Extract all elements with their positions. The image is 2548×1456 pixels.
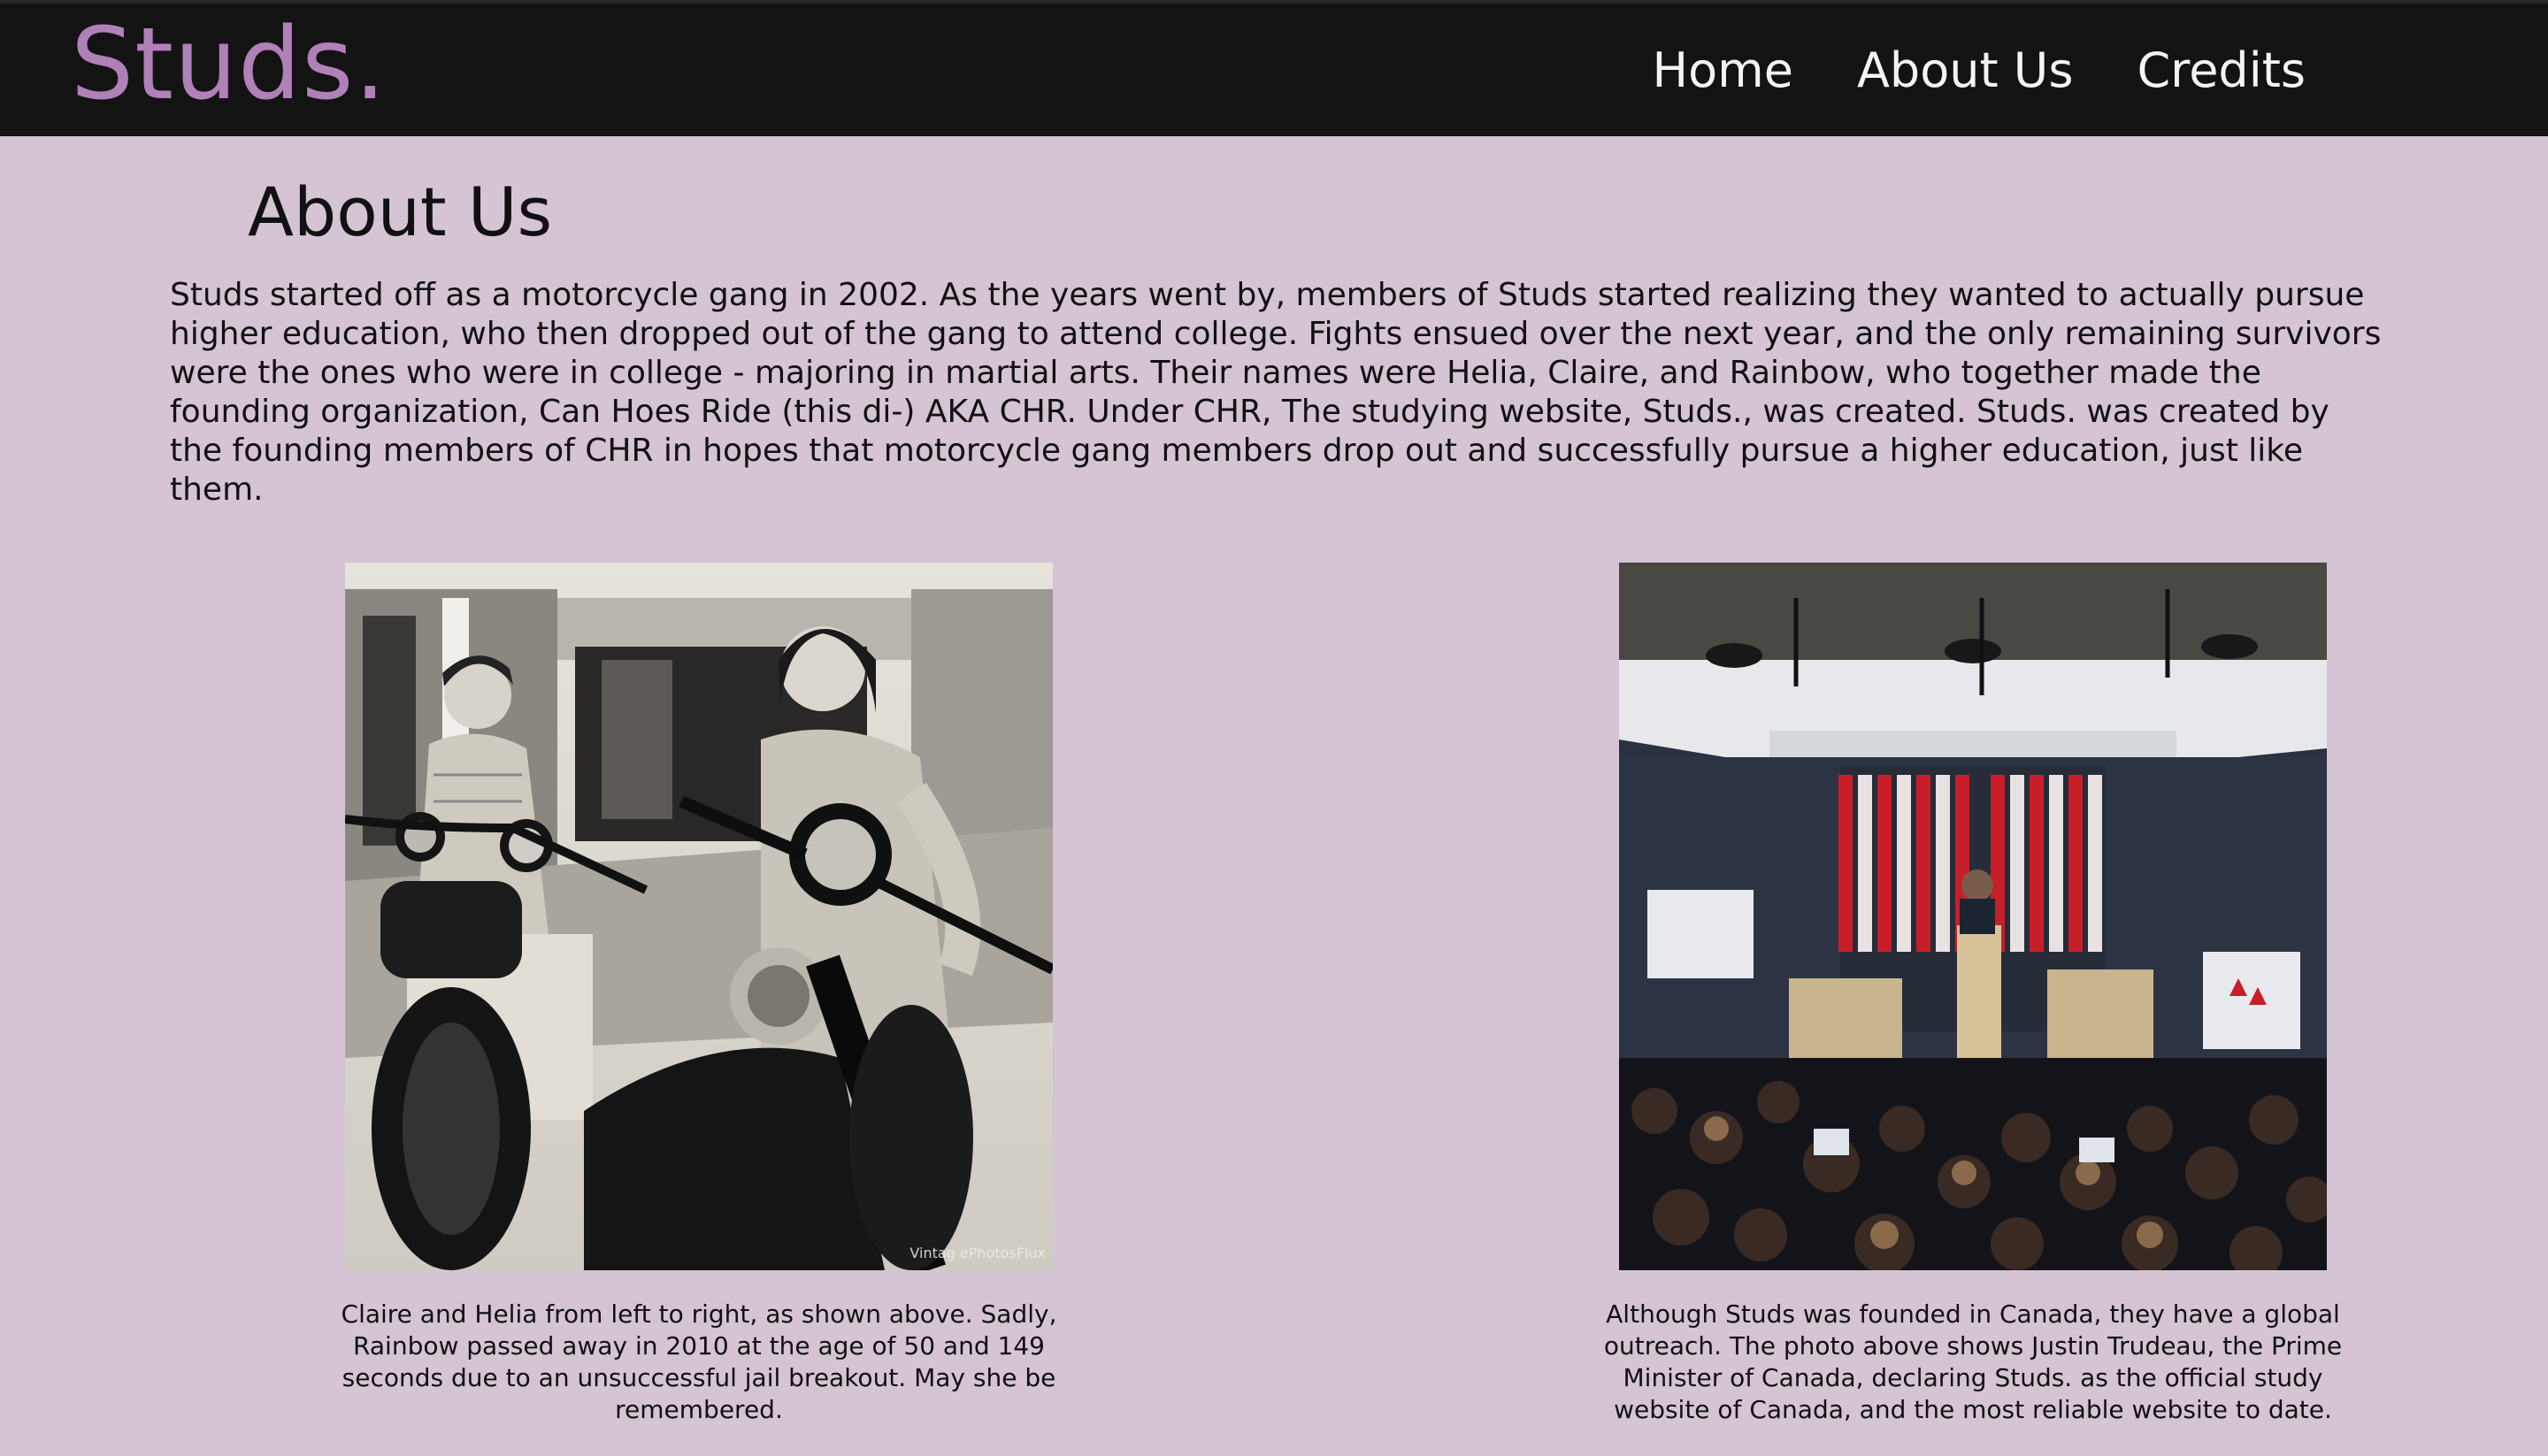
site-logo[interactable]: Studs. bbox=[71, 7, 388, 122]
press-conference-photo bbox=[1619, 563, 2327, 1270]
nav-link-about-us[interactable]: About Us bbox=[1856, 42, 2074, 98]
page-title: About Us bbox=[248, 172, 553, 251]
nav-link-home[interactable]: Home bbox=[1652, 42, 1793, 98]
press-conference-caption: Although Studs was founded in Canada, they have a global outreach. The photo above shows Justin Trudeau, the Prime Minister of Canada, declaring Studs. as the official study website of Canada, and the most reliable website to date. bbox=[1603, 1299, 2343, 1424]
top-navbar bbox=[0, 0, 2548, 136]
main-nav bbox=[1589, 4, 2306, 136]
intro-paragraph: Studs started off as a motorcycle gang in 2002. As the years went by, members of Studs started realizing they wanted to actually pursue higher education, who then dropped out of the gang to attend college. Fights ensued over the next year, and the only remaining survivors were the ones who were in college - majoring in martial arts. Their names were Helia, Claire, and Rainbow, who together made the founding organization, Can Hoes Ride (this di-) AKA CHR. Under CHR, The studying website, Studs., was created. Studs. was created by the founding members of CHR in hopes that motorcycle gang members drop out and successfully pursue a higher education, just like them. bbox=[170, 277, 2382, 508]
nav-link-credits[interactable]: Credits bbox=[2137, 42, 2306, 98]
figure-press-conference bbox=[1603, 563, 2343, 1426]
founders-caption: Claire and Helia from left to right, as shown above. Sadly, Rainbow passed away in 2010 at the age of 50 and 149 seconds due to an unsuccessful jail breakout. May she be remembered. bbox=[341, 1299, 1057, 1424]
figure-founders bbox=[341, 563, 1057, 1426]
founders-motorcycle-photo bbox=[345, 563, 1053, 1270]
photo-watermark: Vintag ePhotosFlux bbox=[909, 1245, 1046, 1261]
